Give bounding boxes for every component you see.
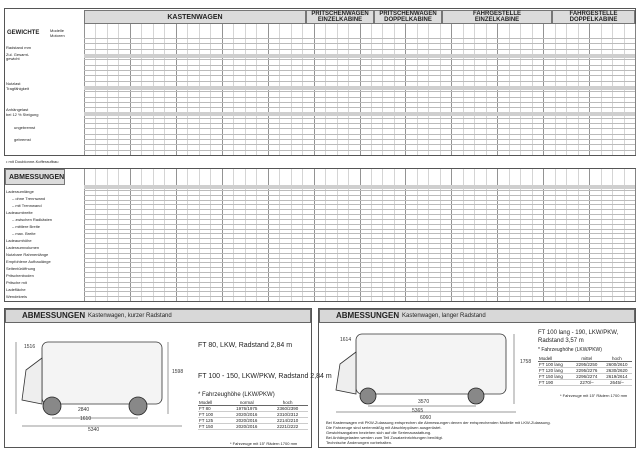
grid-row-line	[84, 282, 635, 283]
dimensions-row-label: Ladeaumbreite	[6, 210, 33, 215]
grid-row-line	[84, 253, 635, 254]
row-label-nutzlast: Nutzlast	[6, 81, 21, 86]
height-table-header: Modell	[538, 356, 572, 362]
long-dim-length: 5365	[412, 408, 424, 414]
long-dim-total: 6060	[420, 415, 432, 421]
long-spec-line2: Radstand 3,57 m	[538, 338, 584, 344]
dimensions-row-label: Ladefläche	[6, 287, 26, 292]
grid-row-line	[84, 209, 635, 210]
note-line: Bei Kastenwagen mit PKW-Zulassung entsprechen die Abmessungen denen der entsprechenden Modelle mit LKW-Zulassung.	[326, 420, 551, 425]
long-dim-wheelbase: 3570	[418, 399, 430, 405]
grid-row-line	[84, 38, 635, 39]
dimensions-row-label: Nutzbare Rahmenlänge	[6, 252, 49, 257]
row-label-gesamtgewicht: Zul. Gesamt- gewicht	[6, 52, 30, 61]
row-label-gebremst: gebremst	[14, 137, 31, 142]
height-table-cell: 2360/2390	[267, 406, 308, 412]
group-header-fahrgestell-doppel: FAHRGESTELLE DOPPELKABINE	[552, 10, 635, 24]
grid-row-line	[84, 267, 635, 268]
height-table-cell: 2221/2222	[267, 424, 308, 430]
dimensions-title: ABMESSUNGEN	[5, 169, 65, 185]
height-table-cell: FT 190	[538, 380, 572, 386]
grid-row-line	[84, 214, 635, 215]
note-line: Technische Änderungen vorbehalten.	[326, 440, 393, 445]
height-table-cell: 2296/2274	[572, 374, 602, 380]
panel-right-subtitle: Kastenwagen, langer Radstand	[402, 313, 486, 319]
long-notes	[326, 420, 630, 445]
note-line: Bei Anhängelasten werden zum Teil Zusatzeinrichtungen benötigt.	[326, 435, 443, 440]
grid-row-line	[84, 243, 635, 244]
group-header-pritschen-einzel: PRITSCHENWAGEN EINZELKABINE	[306, 10, 374, 24]
height-table-header: normal	[226, 400, 267, 406]
motor-header: Motoren	[50, 33, 65, 38]
height-table-cell: 2020/2016	[226, 412, 267, 418]
grid-row-line	[84, 185, 635, 189]
panel-right-title: ABMESSUNGEN	[336, 311, 400, 320]
grid-column-line	[635, 169, 636, 301]
long-height-footnote: * Fahrzeuge mit 15" Rädern 1700 mm	[560, 393, 628, 398]
height-table-cell: 2270/–	[572, 380, 602, 386]
weights-row-header: GEWICHTE	[5, 28, 47, 38]
grid-row-line	[84, 102, 635, 103]
grid-row-line	[84, 139, 635, 140]
height-table-cell: FT 100 lang	[538, 362, 572, 368]
grid-row-line	[84, 219, 635, 220]
dimensions-row-label: Laderaumvolumen	[6, 245, 40, 250]
grid-row-line	[84, 65, 635, 66]
row-label-anhaengelast: Anhängelast	[6, 107, 29, 112]
height-table-cell: 2020/2016	[226, 424, 267, 430]
height-table-cell: 2645/–	[602, 380, 632, 386]
height-table-cell: FT 100	[198, 412, 226, 418]
height-table-cell: FT 120 lang	[538, 368, 572, 374]
long-dim-height: 1758	[520, 359, 532, 365]
grid-row-line	[84, 59, 635, 60]
dimensions-row-label: – mit Trennwand	[12, 203, 42, 208]
group-header-fahrgestell-einzel: FAHRGESTELLE EINZELKABINE	[442, 10, 552, 24]
grid-row-line	[84, 81, 635, 82]
dimensions-row-label: – max. Breite	[12, 231, 36, 236]
grid-row-line	[84, 97, 635, 98]
height-table-cell: 2214/2210	[267, 418, 308, 424]
note-line: Die Fahrzeuge sind serienmäßig mit Abschleppösen ausgerüstet.	[326, 425, 442, 430]
grid-row-line	[84, 248, 635, 249]
height-table-cell: 2020/2016	[226, 418, 267, 424]
grid-row-line	[84, 190, 635, 191]
grid-row-line	[84, 272, 635, 273]
dimensions-row-label: Seitentüröffnung	[6, 266, 36, 271]
long-height-table	[538, 356, 632, 392]
height-table-cell: 2310/2312	[267, 412, 308, 418]
short-dim-height: 1598	[172, 369, 184, 375]
dimensions-row-label: Pritschenboden	[6, 273, 34, 278]
dimensions-grid	[84, 169, 635, 301]
group-header-kastenwagen: KASTENWAGEN	[84, 10, 306, 24]
grid-row-line	[84, 75, 635, 76]
height-table-cell: 1976/1975	[226, 406, 267, 412]
height-table-header: hoch	[602, 356, 632, 362]
grid-row-line	[84, 128, 635, 129]
dimensions-row-label: – mittlere Breite	[12, 224, 41, 229]
grid-row-line	[84, 233, 635, 234]
short-spec-ft80: FT 80, LKW, Radstand 2,84 m	[198, 342, 293, 349]
height-table-cell: FT 80	[198, 406, 226, 412]
short-dim-total: 5340	[88, 427, 100, 433]
dimensions-row-label: Ladeaumhöhe	[6, 238, 32, 243]
height-table-cell: FT 150	[198, 424, 226, 430]
grid-row-line	[84, 144, 635, 145]
model-header: Modelle	[50, 28, 65, 33]
grid-row-line	[84, 296, 635, 297]
row-label-radstand: Radstand mm	[6, 45, 31, 50]
row-label-tragfaehigkeit: Tragfähigkeit	[6, 86, 29, 91]
height-table-cell: 2630/2620	[602, 368, 632, 374]
grid-row-line	[84, 277, 635, 278]
grid-row-line	[84, 134, 635, 135]
grid-row-line	[84, 118, 635, 119]
row-label-ungebremst: ungebremst	[14, 125, 36, 130]
grid-row-line	[84, 238, 635, 239]
grid-row-line	[84, 54, 635, 58]
panel-left-subtitle: Kastenwagen, kurzer Radstand	[88, 313, 172, 319]
grid-row-line	[84, 262, 635, 263]
short-van-side-drawing	[12, 330, 192, 440]
grid-row-line	[84, 204, 635, 205]
grid-row-line	[84, 224, 635, 225]
grid-row-line	[84, 291, 635, 292]
grid-row-line	[84, 258, 635, 259]
grid-row-line	[84, 123, 635, 124]
grid-column-line	[635, 24, 636, 155]
grid-row-line	[84, 91, 635, 92]
grid-row-line	[84, 229, 635, 230]
dimensions-row-label: Laderaumlänge	[6, 189, 34, 194]
height-table-header: mittel	[572, 356, 602, 362]
height-table-cell: 2295/2276	[572, 368, 602, 374]
dimensions-row-label: – zwischen Radkästen	[12, 217, 53, 222]
dimensions-row-label: – ohne Trennwand	[12, 196, 46, 201]
height-table	[538, 356, 632, 386]
short-spec-ft100-150: FT 100 - 150, LKW/PKW, Radstand 2,84 m	[198, 373, 332, 380]
short-height-heading: * Fahrzeughöhe (LKW/PKW)	[198, 392, 275, 398]
short-dim-length: 1610	[80, 416, 92, 422]
grid-row-line	[84, 49, 635, 50]
panel-left-title: ABMESSUNGEN	[22, 311, 86, 320]
weights-grid	[84, 24, 635, 155]
weights-footnote: • mit Doublonne-Kofferaufbau	[6, 159, 59, 164]
short-height-table	[198, 400, 308, 440]
long-height-heading: * Fahrzeughöhe (LKW/PKW)	[538, 347, 602, 353]
long-spec-line1: FT 100 lang - 190, LKW/PKW,	[538, 330, 619, 336]
long-van-side-drawing	[326, 328, 526, 420]
height-table	[198, 400, 308, 430]
long-dim-front: 1614	[340, 337, 352, 343]
height-table-cell: FT 125	[198, 418, 226, 424]
height-table-cell: 2619/2614	[602, 374, 632, 380]
dimensions-row-label: Empfohlene Aufbaulänge	[6, 259, 51, 264]
height-table-header: hoch	[267, 400, 308, 406]
grid-row-line	[84, 86, 635, 90]
height-table-cell: 2600/2610	[602, 362, 632, 368]
short-dim-front: 1516	[24, 344, 36, 350]
dimensions-row-label: Pritsche mit	[6, 280, 27, 285]
grid-row-line	[84, 150, 635, 151]
note-line: Gewichtsangaben beziehen sich auf die Serienausstattung.	[326, 430, 432, 435]
grid-row-line	[84, 287, 635, 288]
height-table-cell: FT 150 lang	[538, 374, 572, 380]
row-label-steigung: bei 12 % Steigung	[6, 112, 39, 117]
grid-row-line	[84, 43, 635, 44]
dimensions-row-label: Wendekreis	[6, 294, 28, 299]
grid-row-line	[84, 200, 635, 201]
grid-row-line	[84, 70, 635, 71]
grid-row-line	[84, 112, 635, 116]
height-table-cell: 2295/2250	[572, 362, 602, 368]
short-dim-wheelbase: 2840	[78, 407, 90, 413]
grid-row-line	[84, 107, 635, 108]
grid-row-line	[84, 195, 635, 196]
short-height-footnote: * Fahrzeuge mit 15" Rädern 1700 mm	[230, 441, 298, 446]
group-header-pritschen-doppel: PRITSCHENWAGEN DOPPELKABINE	[374, 10, 442, 24]
height-table-header: Modell	[198, 400, 226, 406]
